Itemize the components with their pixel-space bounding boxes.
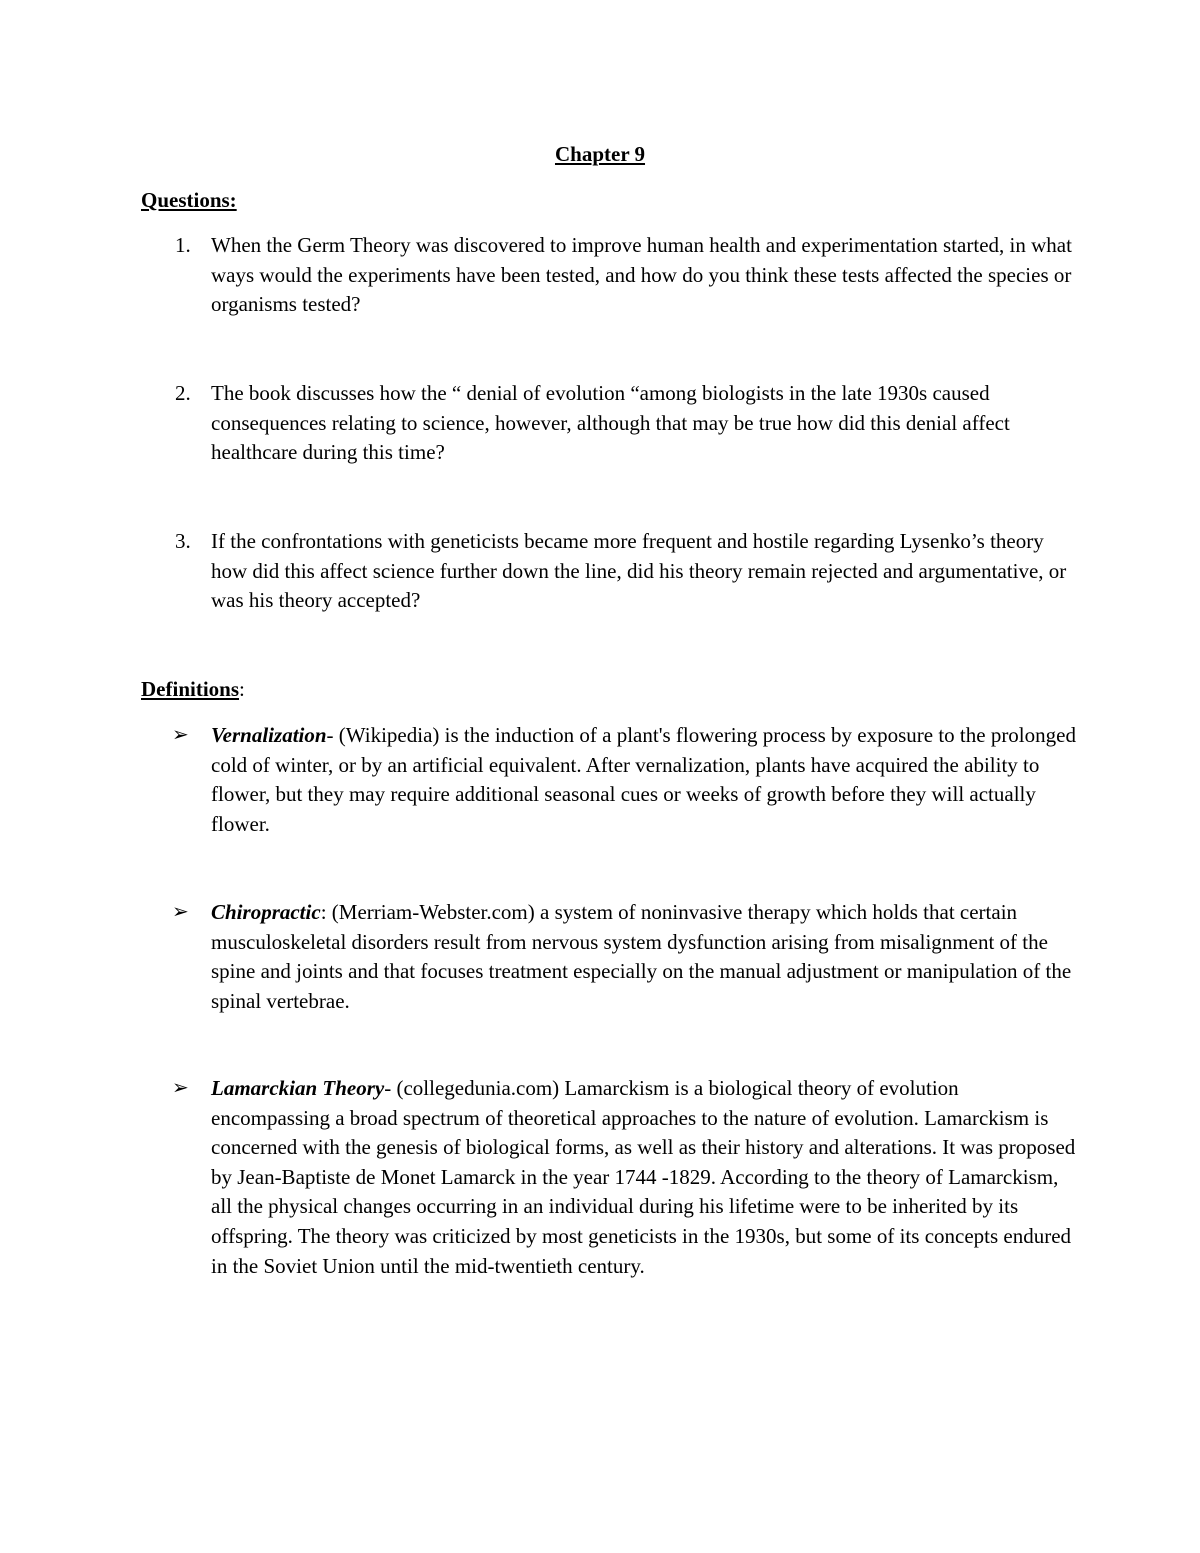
definition-term: Lamarckian Theory (211, 1076, 385, 1100)
question-text: When the Germ Theory was discovered to improve human health and experimentation started, in what ways would the experiments have been tested, and how do you think these tests affected the species or organisms tested? (211, 233, 1072, 317)
arrow-bullet-icon: ➢ (172, 1077, 189, 1099)
definition-text: - (collegedunia.com) Lamarckism is a biological theory of evolution encompassing a broad spectrum of theoretical approaches to the nature of evolution. Lamarckism is concerned with the genesis of biological forms, as well as their history and alterations. It was proposed by Jean-Baptiste de Monet Lamarck in the year 1744 -1829. According to the theory of Lamarckism, all the physical changes occurring in an individual during his lifetime were to be inherited by its offspring. The theory was criticized by most geneticists in the 1930s, but some of its concepts endured in the Soviet Union until the mid-twentieth century. (211, 1076, 1076, 1278)
definition-item (211, 1074, 1081, 1281)
question-text: The book discusses how the “ denial of evolution “among biologists in the late 1930s caused consequences relating to science, however, although that may be true how did this denial affect healthcare during this time? (211, 381, 1010, 465)
definitions-heading-colon: : (239, 677, 245, 701)
definition-item (211, 721, 1081, 839)
question-number: 3. (175, 529, 191, 553)
definition-term: Chiropractic (211, 900, 321, 924)
definitions-heading (141, 675, 245, 705)
questions-heading (141, 186, 237, 216)
question-text: If the confrontations with geneticists became more frequent and hostile regarding Lysenko’s theory how did this affect science further down the line, did his theory remain rejected and argumentative, or was his theory accepted? (211, 529, 1067, 613)
question-number: 1. (175, 233, 191, 257)
chapter-title: Chapter 9 (554, 142, 646, 166)
definitions-heading-label: Definitions (141, 677, 240, 701)
arrow-bullet-icon: ➢ (172, 901, 189, 923)
arrow-bullet-icon: ➢ (172, 724, 189, 746)
definition-item (211, 898, 1081, 1016)
definition-term: Vernalization (211, 723, 327, 747)
definition-text: : (Merriam-Webster.com) a system of noninvasive therapy which holds that certain musculoskeletal disorders result from nervous system dysfunction arising from misalignment of the spine and joints and that focuses treatment especially on the manual adjustment or manipulation of the spinal vertebrae. (211, 900, 1072, 1013)
question-number: 2. (175, 381, 191, 405)
questions-heading-label: Questions: (141, 188, 237, 212)
definition-text: - (Wikipedia) is the induction of a plant's flowering process by exposure to the prolonged cold of winter, or by an artificial equivalent. After vernalization, plants have acquired the ability to flower, but they may require additional seasonal cues or weeks of growth before they will actually flower. (211, 723, 1076, 836)
